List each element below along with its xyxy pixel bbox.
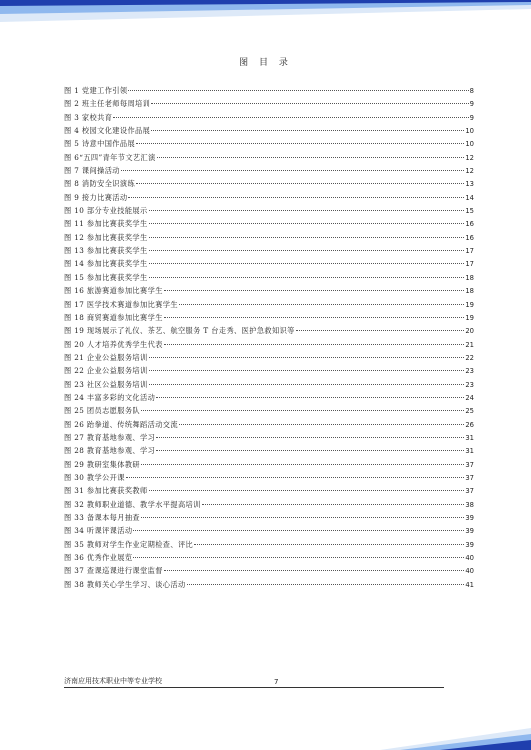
- figure-list-item[interactable]: [64, 498, 474, 511]
- figure-entry-label: 图 26 跆拳道、传统舞蹈活动交流: [64, 419, 178, 429]
- figure-entry-label: 图 15 参加比赛获奖学生: [64, 272, 148, 282]
- figure-list-item[interactable]: [64, 191, 474, 204]
- figure-list-item[interactable]: [64, 564, 474, 577]
- figure-entry-page-number: 17: [465, 247, 474, 256]
- dot-leader: [156, 437, 464, 438]
- dot-leader: [136, 183, 464, 184]
- dot-leader: [164, 344, 465, 345]
- figure-list-item[interactable]: [64, 538, 474, 551]
- footer-school-name: 济南应用技术职业中等专业学校: [64, 677, 162, 685]
- dot-leader: [157, 157, 465, 158]
- figure-list-item[interactable]: [64, 444, 474, 457]
- dot-leader: [164, 570, 465, 571]
- toc-title: 图 目 录: [239, 58, 292, 68]
- figure-list-item[interactable]: [64, 204, 474, 217]
- figure-entry-label: 图 17 医学技术赛道参加比赛学生: [64, 299, 178, 309]
- figure-list-item[interactable]: [64, 257, 474, 270]
- dot-leader: [156, 450, 464, 451]
- figure-entry-label: 图 28 教育基地参观、学习: [64, 446, 156, 456]
- figure-list-item[interactable]: [64, 471, 474, 484]
- figure-list-item[interactable]: [64, 284, 474, 297]
- figure-entry-label: 图 13 参加比赛获奖学生: [64, 246, 148, 256]
- figure-entry-label: 图 18 商贸赛道参加比赛学生: [64, 312, 163, 322]
- figure-entry-label: 图 16 旅游赛道参加比赛学生: [64, 286, 163, 296]
- dot-leader: [149, 250, 465, 251]
- dot-leader: [156, 397, 464, 398]
- figure-list-item[interactable]: [64, 298, 474, 311]
- figure-entry-label: 图 32 教师职业道德、教学水平提高培训: [64, 499, 201, 509]
- figure-entry-page-number: 9: [469, 113, 474, 122]
- figure-entry-label: 图 8 消防安全识演练: [64, 179, 136, 189]
- figure-entry-page-number: 17: [465, 260, 474, 269]
- figure-list-item[interactable]: [64, 364, 474, 377]
- figure-entry-label: 图 20 人才培养优秀学生代表: [64, 339, 163, 349]
- figure-entry-page-number: 20: [465, 327, 474, 336]
- figure-entry-label: 图 34 听课评课活动: [64, 526, 133, 536]
- figure-entry-page-number: 9: [469, 100, 474, 109]
- dot-leader: [149, 210, 465, 211]
- dot-leader: [133, 530, 464, 531]
- figure-list-item[interactable]: [64, 217, 474, 230]
- figure-entry-page-number: 15: [465, 207, 474, 216]
- figure-entry-page-number: 10: [465, 127, 474, 136]
- figure-list-item[interactable]: [64, 244, 474, 257]
- figure-entry-page-number: 22: [465, 353, 474, 362]
- figure-entry-page-number: 23: [465, 380, 474, 389]
- figure-entry-label: 图 38 教师关心学生学习、谈心活动: [64, 579, 186, 589]
- figure-list-item[interactable]: [64, 137, 474, 150]
- figure-list-item[interactable]: [64, 431, 474, 444]
- dot-leader: [121, 170, 464, 171]
- dot-leader: [149, 357, 465, 358]
- figure-entry-label: 图 27 教育基地参观、学习: [64, 432, 156, 442]
- figure-list-item[interactable]: [64, 111, 474, 124]
- figure-entry-page-number: 16: [465, 220, 474, 229]
- bottom-decorative-band: [0, 722, 531, 750]
- figure-entry-page-number: 40: [465, 567, 474, 576]
- figure-entry-label: 图 24 丰富多彩的文化活动: [64, 392, 156, 402]
- dot-leader: [149, 237, 465, 238]
- figure-entry-label: 图 36 优秀作业展览: [64, 553, 133, 563]
- figure-list-item[interactable]: [64, 97, 474, 110]
- figure-entry-label: 图 2 班主任老师每周培训: [64, 99, 151, 109]
- figure-entry-label: 图 10 部分专业技能展示: [64, 206, 148, 216]
- figure-entry-label: 图 7 课间操活动: [64, 166, 120, 176]
- figure-entry-label: 图 6“五四”青年节文艺汇演: [64, 152, 156, 162]
- figure-entry-label: 图 33 备课本每月抽查: [64, 513, 141, 522]
- figure-list-item[interactable]: [64, 124, 474, 137]
- figure-entry-page-number: 16: [465, 233, 474, 242]
- figure-entry-label: 图 25 团员志愿服务队: [64, 406, 141, 416]
- figure-entry-page-number: 39: [465, 527, 474, 536]
- dot-leader: [149, 384, 465, 385]
- figure-entry-page-number: 37: [465, 473, 474, 482]
- page-footer: [64, 675, 444, 688]
- figure-entry-page-number: 37: [465, 487, 474, 496]
- figure-entry-page-number: 23: [465, 367, 474, 376]
- figure-list-item[interactable]: [64, 511, 474, 524]
- dot-leader: [202, 504, 465, 505]
- dot-leader: [133, 557, 464, 558]
- figure-list-item[interactable]: [64, 378, 474, 391]
- figure-entry-page-number: 31: [465, 447, 474, 456]
- figure-entry-label: 图 3 家校共育: [64, 112, 113, 122]
- figure-list-item[interactable]: [64, 164, 474, 177]
- top-decorative-band: [0, 0, 531, 28]
- dot-leader: [151, 130, 464, 131]
- figure-list-item[interactable]: [64, 231, 474, 244]
- dot-leader: [149, 277, 465, 278]
- figure-list-item[interactable]: [64, 324, 474, 337]
- dot-leader: [149, 263, 465, 264]
- dot-leader: [141, 464, 464, 465]
- dot-leader: [194, 544, 464, 545]
- figure-list-item[interactable]: [64, 338, 474, 351]
- dot-leader: [296, 330, 465, 331]
- figure-entry-label: 图 21 企业公益服务培训: [64, 352, 148, 362]
- figure-entry-page-number: 13: [465, 180, 474, 189]
- dot-leader: [141, 517, 464, 518]
- figure-entry-page-number: 39: [465, 514, 474, 522]
- figure-entry-page-number: 10: [465, 140, 474, 149]
- figure-list-item[interactable]: [64, 84, 474, 97]
- dot-leader: [136, 143, 464, 144]
- figure-entry-page-number: 26: [465, 420, 474, 429]
- figure-entry-page-number: 19: [465, 313, 474, 322]
- dot-leader: [126, 477, 465, 478]
- dot-leader: [164, 290, 465, 291]
- figure-entry-label: 图 22 企业公益服务培训: [64, 366, 148, 376]
- figure-entry-label: 图 23 社区公益服务培训: [64, 379, 148, 389]
- figure-list-item[interactable]: [64, 484, 474, 497]
- figure-list-item[interactable]: [64, 351, 474, 364]
- figure-entry-label: 图 19 现场展示了礼仪、茶艺、航空服务 T 台走秀、医护急救知识等: [64, 326, 295, 336]
- figure-entry-label: 图 11 参加比赛获奖学生: [64, 219, 148, 229]
- figure-entry-label: 图 1 党建工作引领: [64, 86, 128, 95]
- figure-entry-label: 图 37 查课巡课进行课堂监督: [64, 566, 163, 576]
- dot-leader: [151, 103, 468, 104]
- figure-entry-page-number: 14: [465, 193, 474, 202]
- figure-entry-label: 图 12 参加比赛获奖学生: [64, 232, 148, 242]
- figure-entry-page-number: 31: [465, 433, 474, 442]
- figure-list-item[interactable]: [64, 578, 474, 591]
- figure-list-item[interactable]: [64, 151, 474, 164]
- footer-page-number: 7: [274, 678, 279, 686]
- dot-leader: [149, 370, 465, 371]
- figure-entry-label: 图 29 教研室集体教研: [64, 459, 141, 469]
- figure-list-item[interactable]: [64, 271, 474, 284]
- dot-leader: [187, 584, 465, 585]
- figure-list-item[interactable]: [64, 418, 474, 431]
- figure-list-item[interactable]: [64, 391, 474, 404]
- figure-entry-label: 图 14 参加比赛获奖学生: [64, 259, 148, 269]
- figure-entry-page-number: 37: [465, 460, 474, 469]
- figure-entry-page-number: 41: [465, 580, 474, 589]
- dot-leader: [128, 90, 468, 91]
- figure-list-item[interactable]: [64, 551, 474, 564]
- figure-entry-label: 图 31 参加比赛获奖教师: [64, 486, 148, 496]
- figure-entry-page-number: 12: [465, 167, 474, 176]
- dot-leader: [179, 424, 464, 425]
- figure-entry-page-number: 40: [465, 554, 474, 563]
- figure-entry-page-number: 8: [469, 87, 474, 95]
- figure-entry-page-number: 24: [465, 393, 474, 402]
- figure-list-item[interactable]: [64, 311, 474, 324]
- figure-list-item[interactable]: [64, 524, 474, 537]
- figure-entry-label: 图 9 接力比赛活动: [64, 192, 128, 202]
- figure-entry-label: 图 35 教师对学生作业定期检查、评比: [64, 539, 194, 549]
- figure-list-item[interactable]: [64, 177, 474, 190]
- figure-entry-label: 图 5 诗意中国作品展: [64, 139, 136, 149]
- figure-list-item[interactable]: [64, 458, 474, 471]
- dot-leader: [164, 317, 465, 318]
- dot-leader: [149, 223, 465, 224]
- figure-entry-page-number: 25: [465, 407, 474, 416]
- dot-leader: [128, 197, 464, 198]
- dot-leader: [149, 490, 465, 491]
- figure-list-item[interactable]: [64, 404, 474, 417]
- figure-entry-page-number: 38: [465, 500, 474, 509]
- figure-entry-page-number: 21: [465, 340, 474, 349]
- figure-entry-page-number: 18: [465, 287, 474, 296]
- figure-entry-page-number: 19: [465, 300, 474, 309]
- dot-leader: [179, 304, 464, 305]
- figure-entry-page-number: 12: [465, 153, 474, 162]
- dot-leader: [113, 117, 468, 118]
- figure-list: [64, 84, 474, 591]
- figure-entry-label: 图 4 校园文化建设作品展: [64, 126, 151, 136]
- figure-entry-page-number: 39: [465, 540, 474, 549]
- dot-leader: [141, 410, 464, 411]
- figure-entry-label: 图 30 教学公开课: [64, 472, 125, 482]
- figure-entry-page-number: 18: [465, 273, 474, 282]
